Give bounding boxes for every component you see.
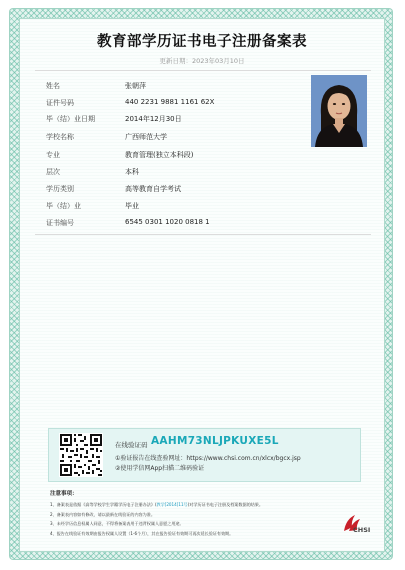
field-label: 证件号码 — [46, 99, 74, 107]
verification-code: AAHM73NLJPKUXE5L — [151, 435, 279, 447]
top-divider — [35, 70, 371, 71]
field-label: 专业 — [46, 151, 60, 159]
field-value: 6545 0301 1020 0818 1 — [125, 218, 210, 226]
regulation-link[interactable]: 教学[2014]11号 — [156, 502, 188, 507]
field-value: 毕业 — [125, 202, 139, 210]
verification-panel — [48, 428, 361, 482]
document-title: 教育部学历证书电子注册备案表 — [97, 34, 307, 50]
field-label: 毕（结）业 — [46, 202, 81, 210]
field-label: 学历类别 — [46, 185, 74, 193]
note-text: 1、备案表是依据《高等学校学生学籍学历电子注册办法》( — [50, 502, 157, 507]
verification-code-label: 在线验证码 — [115, 441, 148, 449]
note-item — [50, 529, 340, 539]
notes-section — [50, 489, 340, 538]
bottom-divider — [35, 234, 371, 235]
note-item — [50, 519, 340, 529]
updated-date: 更新日期：2023年03月10日 — [159, 57, 245, 65]
field-label: 毕（结）业日期 — [46, 115, 95, 123]
note-text: )对学历证书电子注册及档案数据的结果。 — [187, 502, 263, 507]
field-value: 高等教育自学考试 — [125, 185, 181, 193]
note-text: 2、备案表内容如有修改，请以最新在线验证的内容为准。 — [50, 511, 155, 517]
field-label: 姓名 — [46, 82, 60, 90]
notes-title: 注意事项： — [50, 491, 78, 497]
portrait-image — [311, 75, 367, 147]
note-item — [50, 500, 340, 510]
field-value: 2014年12月30日 — [125, 115, 182, 123]
field-label: 学校名称 — [46, 133, 74, 141]
field-value: 广西师范大学 — [125, 133, 167, 141]
chsi-logo-text: CHSI — [353, 526, 371, 534]
field-value: 张朝萍 — [125, 82, 146, 90]
verification-app-text: ②使用学信网App扫描二维码验证 — [115, 465, 205, 472]
qr-code-icon[interactable] — [59, 433, 103, 477]
field-label: 证书编号 — [46, 219, 74, 227]
field-value: 本科 — [125, 168, 139, 176]
id-photo — [311, 75, 367, 147]
field-value: 440 2231 9881 1161 62X — [125, 98, 215, 106]
verification-url-text[interactable]: ①验证报告在线查验网址：https://www.chsi.com.cn/xlcx/bgcx.jsp — [115, 455, 301, 462]
note-text: 4、报告在线验证有效期由报告权属人设置（1-6个月），其在报告验证有效期可再次延长验证有效期。 — [50, 530, 234, 536]
field-label: 层次 — [46, 168, 60, 176]
note-text: 3、未经学历信息权属人同意，不得将备案表用于违背权属人意愿之用途。 — [50, 521, 184, 527]
field-value: 教育管理(独立本科段) — [125, 151, 194, 159]
note-item — [50, 510, 340, 520]
